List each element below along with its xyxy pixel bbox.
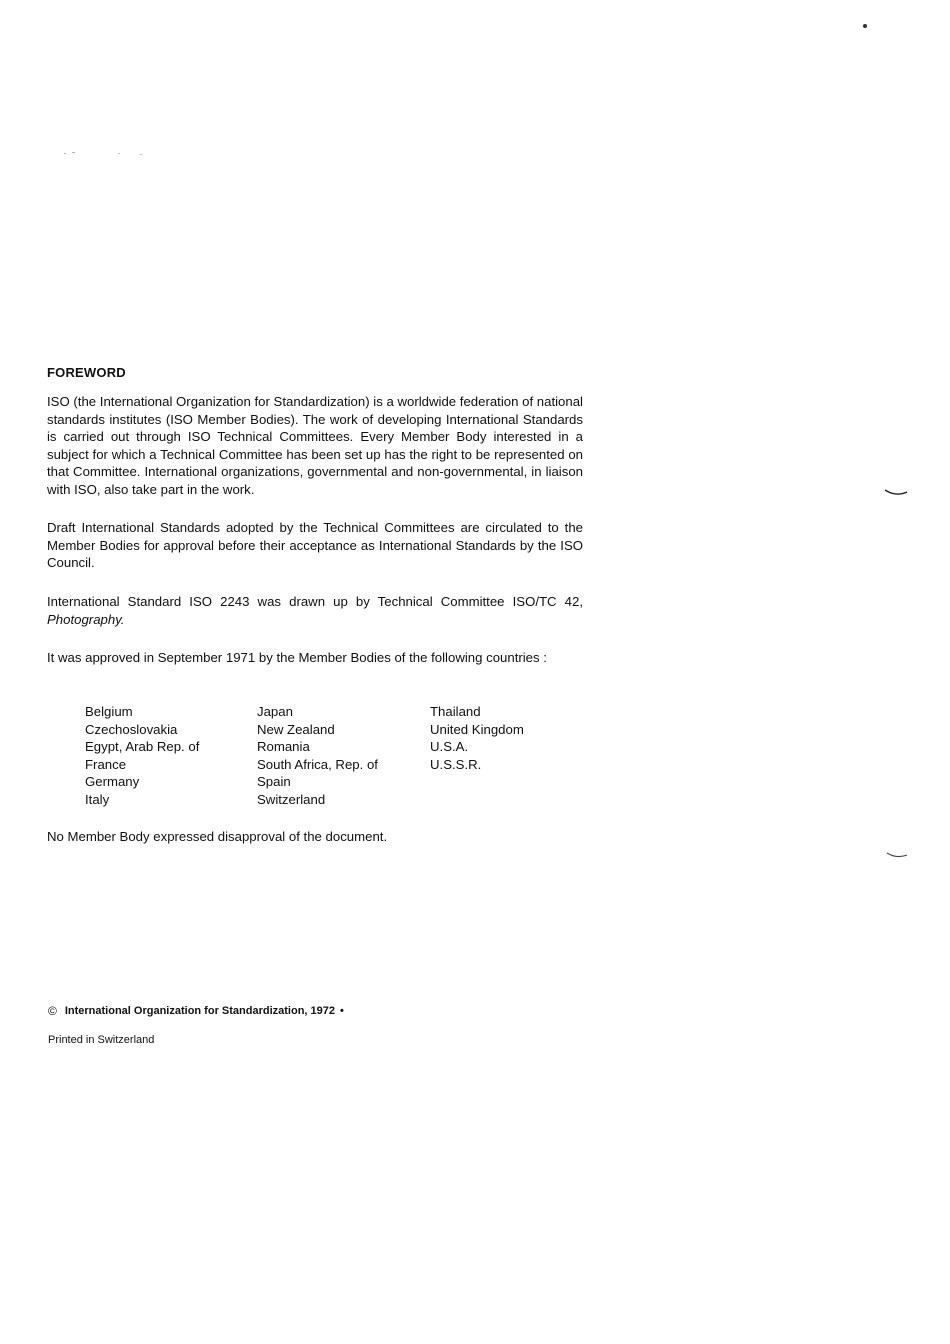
foreword-paragraph-approval: It was approved in September 1971 by the Member Bodies of the following countries :	[47, 650, 547, 665]
country-item: Switzerland	[257, 791, 326, 807]
country-item: Czechoslovakia	[85, 721, 178, 737]
copyright-line	[48, 1004, 344, 1018]
scan-speck	[72, 152, 75, 153]
country-item: Thailand	[430, 704, 481, 719]
country-item: U.S.A.	[430, 739, 469, 754]
country-item: Egypt, Arab Rep. of	[85, 739, 200, 754]
scan-speck	[118, 153, 120, 154]
printed-in-note: Printed in Switzerland	[48, 1034, 155, 1046]
country-item: Japan	[257, 704, 293, 719]
country-item: France	[85, 756, 127, 772]
country-item: New Zealand	[257, 721, 335, 737]
committee-title: Photography.	[47, 611, 125, 627]
countries-column-2	[257, 703, 430, 808]
country-item: U.S.S.R.	[430, 756, 482, 772]
country-item: Romania	[257, 739, 310, 754]
country-item: Germany	[85, 774, 140, 789]
country-item: United Kingdom	[430, 721, 524, 737]
copyright-text: International Organization for Standardization, 1972	[64, 1005, 335, 1017]
scan-speck	[863, 24, 867, 28]
committee-text: International Standard ISO 2243 was drawn up by Technical Committee ISO/TC 42,	[47, 594, 583, 609]
foreword-heading: FOREWORD	[47, 365, 126, 380]
country-item: Spain	[257, 774, 291, 789]
country-item: South Africa, Rep. of	[257, 756, 378, 772]
countries-column-1	[85, 703, 257, 808]
scan-mark-curve	[886, 852, 908, 860]
country-item: Italy	[85, 791, 110, 807]
foreword-paragraph-iso-description: ISO (the International Organization for Standardization) is a worldwide federation of national standards institutes (ISO Member Bodies). The work of developing International Standards is carried out through ISO Technical Committees. Every Member Body interested in a subject for which a Technical Committee has been set up has the right to be represented on that Committee. International organizations, governmental and non-governmental, in liaison with ISO, also take part in the work.	[47, 394, 583, 497]
copyright-icon: ©	[48, 1004, 57, 1018]
scan-speck	[64, 153, 66, 154]
foreword-paragraph-draft-standards: Draft International Standards adopted by the Technical Committees are circulated to the Member Bodies for approval before their acceptance as International Standards by the ISO Council.	[47, 520, 583, 571]
approving-countries-list	[85, 703, 590, 808]
scan-speck	[140, 154, 142, 155]
countries-column-3	[430, 703, 590, 808]
bullet-icon: •	[340, 1005, 344, 1017]
country-item: Belgium	[85, 704, 133, 719]
scan-mark-curve	[884, 488, 908, 498]
foreword-paragraph-no-disapproval: No Member Body expressed disapproval of the document.	[47, 829, 388, 844]
foreword-paragraph-committee	[47, 593, 583, 628]
